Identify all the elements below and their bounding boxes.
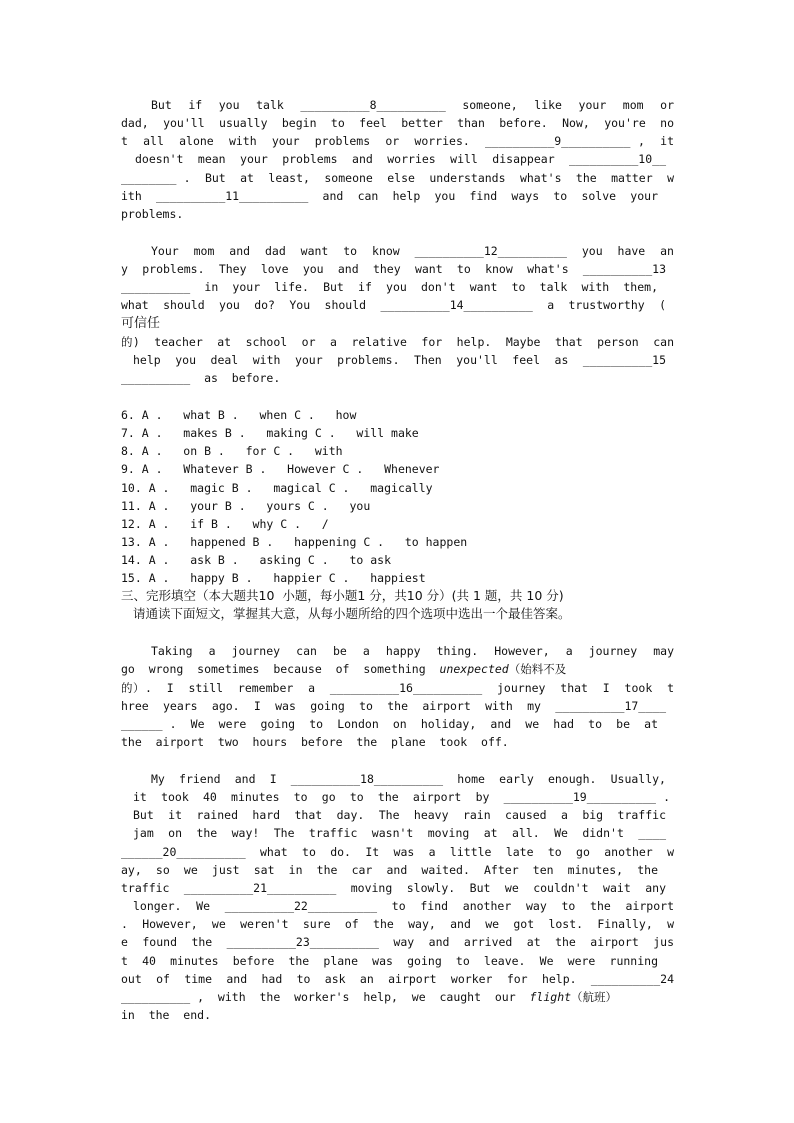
option-line: 7. A . makes B . making C . will make <box>121 426 419 440</box>
passage1-line: dad, you'll usually begin to feel better than before. Now, you're no <box>121 116 674 130</box>
passage1-line: what should you do? You should __________14__________ a trustworthy ( <box>121 298 666 312</box>
passage2-line-text: go wrong sometimes because of something <box>121 662 440 676</box>
passage2-line: longer. We __________22__________ to find another way to the airport <box>133 899 674 913</box>
option-line: 13. A . happened B . happening C . to happen <box>121 535 468 549</box>
passage1-line: But if you talk __________8__________ someone, like your mom or <box>151 98 674 112</box>
passage1-line: 的) teacher at school or a relative for help. Maybe that person can <box>121 335 674 349</box>
option-line: 9. A . Whatever B . However C . Whenever <box>121 462 440 476</box>
passage2-line: My friend and I __________18__________ home early enough. Usually, <box>151 772 666 786</box>
passage2-line: ______20__________ what to do. It was a little late to go another w <box>121 845 674 859</box>
section-heading: 三、完形填空（本大题共10 小题，每小题1 分，共10 分）(共 1 题，共 10 分) <box>121 588 564 603</box>
passage2-line: Taking a journey can be a happy thing. However, a journey may <box>151 644 674 658</box>
passage1-line: ith __________11__________ and can help you find ways to solve your <box>121 189 658 203</box>
passage2-line: ay, so we just sat in the car and waited. After ten minutes, the <box>121 863 658 877</box>
passage2-line: jam on the way! The traffic wasn't moving at all. We didn't ____ <box>133 826 666 840</box>
passage1-line: help you deal with your problems. Then you'll feel as __________15 <box>133 353 666 367</box>
passage2-line: in the end. <box>121 1008 212 1022</box>
passage2-line <box>121 662 674 677</box>
passage2-line: traffic __________21__________ moving slowly. But we couldn't wait any <box>121 881 666 895</box>
passage2-gloss: （航班） <box>571 990 618 1004</box>
passage2-line: the airport two hours before the plane took off. <box>121 735 509 749</box>
passage1-line: Your mom and dad want to know __________12__________ you have an <box>151 244 674 258</box>
passage1-line: problems. <box>121 207 184 221</box>
option-line: 11. A . your B . yours C . you <box>121 499 371 513</box>
passage1-line: t all alone with your problems or worries. __________9__________ , it <box>121 134 674 148</box>
passage2-line: 的）. I still remember a __________16__________ journey that I took t <box>121 681 674 695</box>
passage2-italic-word: unexpected <box>439 662 509 676</box>
passage2-line: it took 40 minutes to go to the airport by __________19__________ . <box>133 790 670 804</box>
passage2-line: e found the __________23__________ way and arrived at the airport jus <box>121 935 674 949</box>
option-line: 8. A . on B . for C . with <box>121 444 343 458</box>
passage2-line <box>121 990 674 1005</box>
option-line: 15. A . happy B . happier C . happiest <box>121 571 426 585</box>
passage1-line: doesn't mean your problems and worries will disappear __________10__ <box>135 152 666 166</box>
option-line: 14. A . ask B . asking C . to ask <box>121 553 392 567</box>
passage2-line: hree years ago. I was going to the airport with my __________17____ <box>121 699 666 713</box>
passage2-line: t 40 minutes before the plane was going to leave. We were running <box>121 954 658 968</box>
passage2-gloss: （始料不及 <box>508 662 567 676</box>
passage2-line: But it rained hard that day. The heavy rain caused a big traffic <box>133 808 666 822</box>
passage1-line: __________ in your life. But if you don't want to talk with them, <box>121 280 658 294</box>
passage2-line: . However, we weren't sure of the way, and we got lost. Finally, w <box>121 917 674 931</box>
option-line: 6. A . what B . when C . how <box>121 408 357 422</box>
passage1-line: __________ as before. <box>121 371 281 385</box>
passage2-line: out of time and had to ask an airport worker for help. __________24 <box>121 972 674 986</box>
passage2-italic-word: flight <box>529 990 572 1004</box>
passage2-line: ______ . We were going to London on holiday, and we had to be at <box>121 717 658 731</box>
option-line: 12. A . if B . why C . / <box>121 517 329 531</box>
section-instruction: 请通读下面短文，掌握其大意，从每小题所给的四个选项中选出一个最佳答案。 <box>133 606 571 621</box>
passage2-line-text: __________ , with the worker's help, we caught our <box>121 990 530 1004</box>
passage1-line: y problems. They love you and they want to know what's __________13 <box>121 262 666 276</box>
passage1-line: 可信任 <box>121 316 161 331</box>
option-line: 10. A . magic B . magical C . magically <box>121 481 433 495</box>
passage1-line: ________ . But at least, someone else understands what's the matter w <box>121 171 674 185</box>
